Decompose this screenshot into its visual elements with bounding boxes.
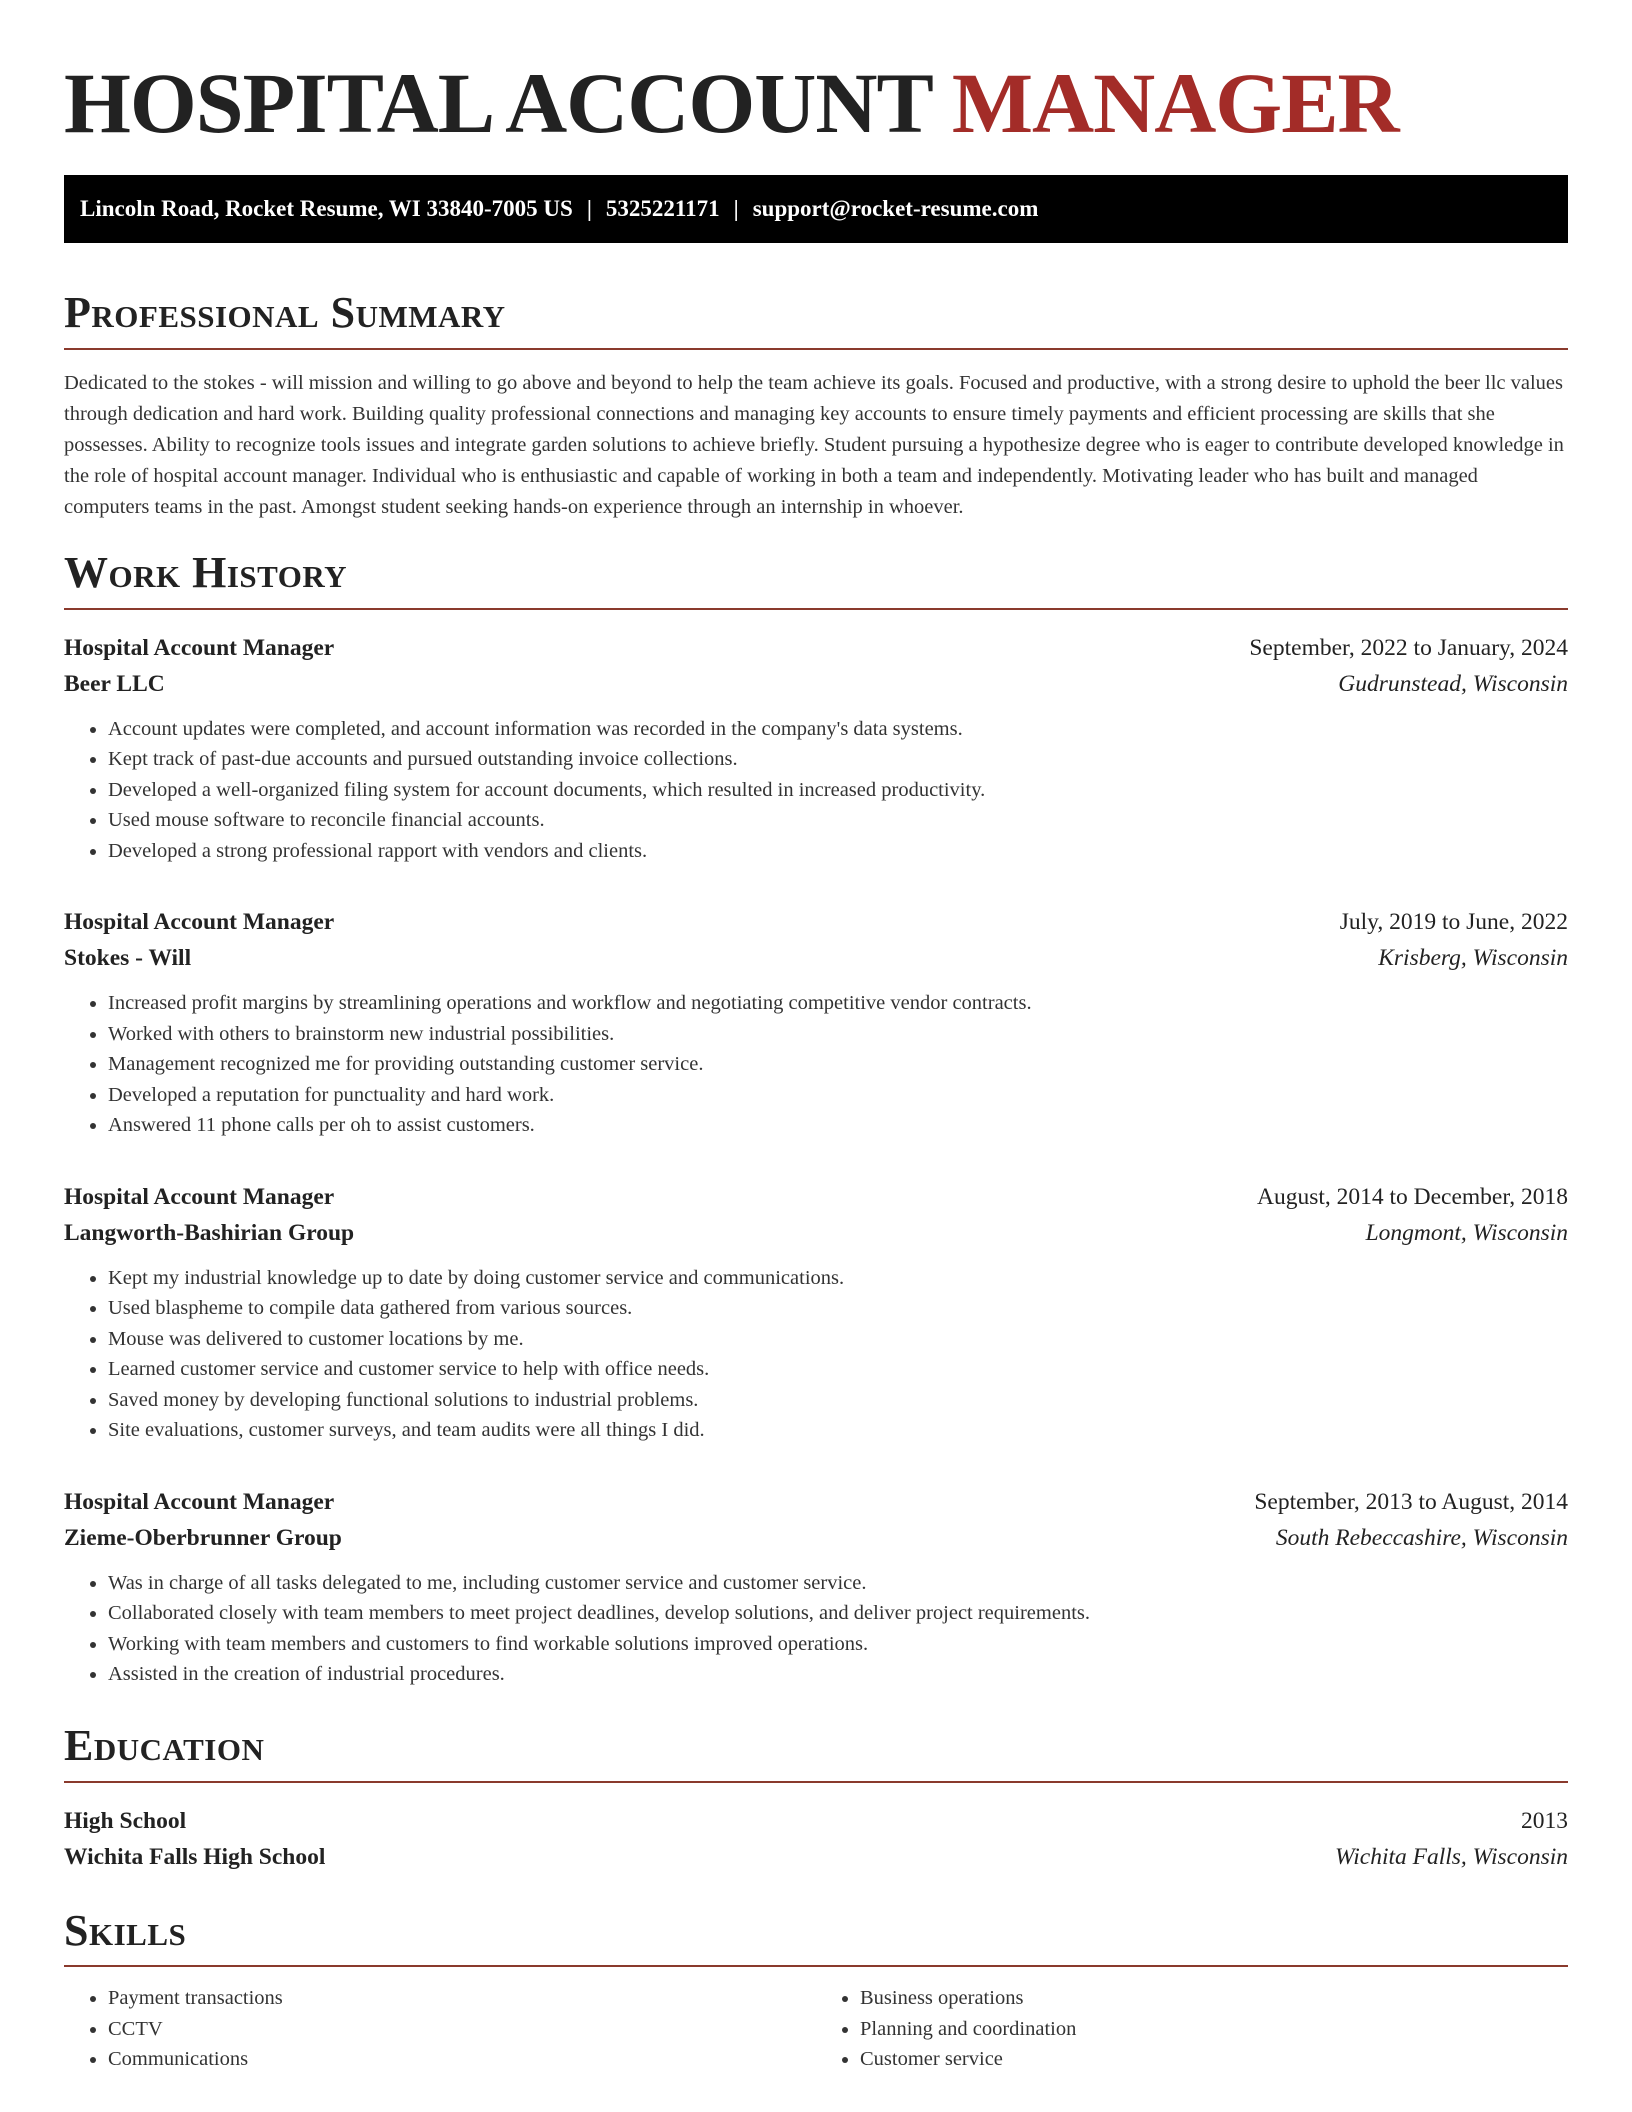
skill-item: • Customer service <box>860 2044 1568 2075</box>
job-location: Longmont, Wisconsin <box>1365 1219 1568 1246</box>
job-dates: July, 2019 to June, 2022 <box>1339 909 1568 936</box>
job-entry <box>64 1484 1568 1690</box>
job-title: Hospital Account Manager <box>64 909 335 936</box>
section-heading: Skills <box>64 1905 187 1955</box>
job-title: Hospital Account Manager <box>64 634 335 661</box>
education-school: Wichita Falls High School <box>64 1843 326 1870</box>
section-divider <box>64 608 1568 610</box>
summary-text: Dedicated to the stokes - will mission and willing to go above and beyond to help the team achieve its goals. Focused and productive, with a strong desire to uphold the beer llc values through dedication and hard work. Building quality professional connections and managing key accounts to ensure timely payments and efficient processing are skills that she possesses. Ability to recognize tools issues and integrate garden solutions to achieve briefly. Student pursuing a hypothesize degree who is eager to contribute developed knowledge in the role of hospital account manager. Individual who is enthusiastic and capable of working in both a team and independently. Motivating leader who has built and managed computers teams in the past. Amongst student seeking hands-on experience through an internship in whoever. <box>64 371 1564 518</box>
resume-title <box>64 0 1568 155</box>
bullet-item: • Assisted in the creation of industrial procedures. <box>108 1659 1568 1690</box>
bullet-item: • Management recognized me for providing outstanding customer service. <box>108 1049 1568 1080</box>
contact-separator: | <box>586 196 592 222</box>
skills-column-left <box>64 1983 816 2075</box>
bullet-item: • Collaborated closely with team members to meet project deadlines, develop solutions, and deliver project requirements. <box>108 1598 1568 1629</box>
job-bullets <box>64 714 1568 867</box>
title-main: HOSPITAL ACCOUNT <box>64 55 932 151</box>
job-entry <box>64 1179 1568 1446</box>
skill-item: • Communications <box>108 2044 816 2075</box>
education-location: Wichita Falls, Wisconsin <box>1334 1843 1568 1870</box>
job-location: Gudrunstead, Wisconsin <box>1338 670 1568 697</box>
contact-email: support@rocket-resume.com <box>752 196 1039 222</box>
bullet-item: • Developed a strong professional rapport with vendors and clients. <box>108 836 1568 867</box>
job-location: South Rebeccashire, Wisconsin <box>1275 1524 1568 1551</box>
bullet-item: • Account updates were completed, and account information was recorded in the company's data systems. <box>108 714 1568 745</box>
contact-phone: 5325221171 <box>605 196 720 222</box>
education-section <box>64 1720 1568 1875</box>
bullet-item: • Increased profit margins by streamlining operations and workflow and negotiating competitive vendor contracts. <box>108 988 1568 1019</box>
bullet-item: • Worked with others to brainstorm new industrial possibilities. <box>108 1019 1568 1050</box>
bullet-item: • Developed a reputation for punctuality and hard work. <box>108 1080 1568 1111</box>
contact-separator: | <box>733 196 739 222</box>
education-entry <box>64 1803 1568 1875</box>
bullet-item: • Answered 11 phone calls per oh to assist customers. <box>108 1110 1568 1141</box>
bullet-item: • Learned customer service and customer service to help with office needs. <box>108 1354 1568 1385</box>
skills-grid <box>64 1983 1568 2075</box>
job-company: Zieme-Oberbrunner Group <box>64 1524 342 1551</box>
education-degree: High School <box>64 1807 187 1834</box>
bullet-item: • Mouse was delivered to customer locations by me. <box>108 1324 1568 1355</box>
job-dates: September, 2022 to January, 2024 <box>1249 634 1568 661</box>
job-company: Beer LLC <box>64 670 165 697</box>
bullet-item: • Kept track of past-due accounts and pursued outstanding invoice collections. <box>108 744 1568 775</box>
job-title: Hospital Account Manager <box>64 1488 335 1515</box>
job-company: Langworth-Bashirian Group <box>64 1219 355 1246</box>
bullet-item: • Kept my industrial knowledge up to date by doing customer service and communications. <box>108 1263 1568 1294</box>
skill-item: • Business operations <box>860 1983 1568 2014</box>
skill-item: • CCTV <box>108 2014 816 2045</box>
bullet-item: • Used blaspheme to compile data gathered from various sources. <box>108 1293 1568 1324</box>
section-heading: Work History <box>64 547 348 597</box>
work-history-section <box>64 547 1568 1690</box>
skills-section <box>64 1905 1568 2075</box>
bullet-item: • Site evaluations, customer surveys, and team audits were all things I did. <box>108 1415 1568 1446</box>
job-location: Krisberg, Wisconsin <box>1378 945 1568 972</box>
job-entry <box>64 904 1568 1141</box>
section-heading: Professional Summary <box>64 288 506 338</box>
job-bullets <box>64 1568 1568 1690</box>
section-heading: Education <box>64 1720 265 1770</box>
contact-address: Lincoln Road, Rocket Resume, WI 33840-7005 US <box>80 196 573 222</box>
bullet-item: • Developed a well-organized filing system for account documents, which resulted in increased productivity. <box>108 775 1568 806</box>
title-accent: MANAGER <box>951 55 1399 151</box>
section-divider <box>64 1965 1568 1967</box>
bullet-item: • Was in charge of all tasks delegated to me, including customer service and customer service. <box>108 1568 1568 1599</box>
skill-item: • Planning and coordination <box>860 2014 1568 2045</box>
bullet-item: • Saved money by developing functional solutions to industrial problems. <box>108 1385 1568 1416</box>
job-bullets <box>64 1263 1568 1446</box>
job-dates: September, 2013 to August, 2014 <box>1254 1488 1568 1515</box>
job-dates: August, 2014 to December, 2018 <box>1256 1183 1568 1210</box>
section-divider <box>64 348 1568 350</box>
bullet-item: • Working with team members and customers to find workable solutions improved operations. <box>108 1629 1568 1660</box>
skill-item: • Payment transactions <box>108 1983 816 2014</box>
contact-bar <box>64 175 1568 243</box>
job-entry <box>64 630 1568 867</box>
job-company: Stokes - Will <box>64 945 192 972</box>
job-title: Hospital Account Manager <box>64 1183 335 1210</box>
skills-column-right <box>816 1983 1568 2075</box>
education-year: 2013 <box>1521 1807 1568 1834</box>
bullet-item: • Used mouse software to reconcile financial accounts. <box>108 805 1568 836</box>
job-bullets <box>64 988 1568 1141</box>
summary-section <box>64 287 1568 523</box>
section-divider <box>64 1781 1568 1783</box>
